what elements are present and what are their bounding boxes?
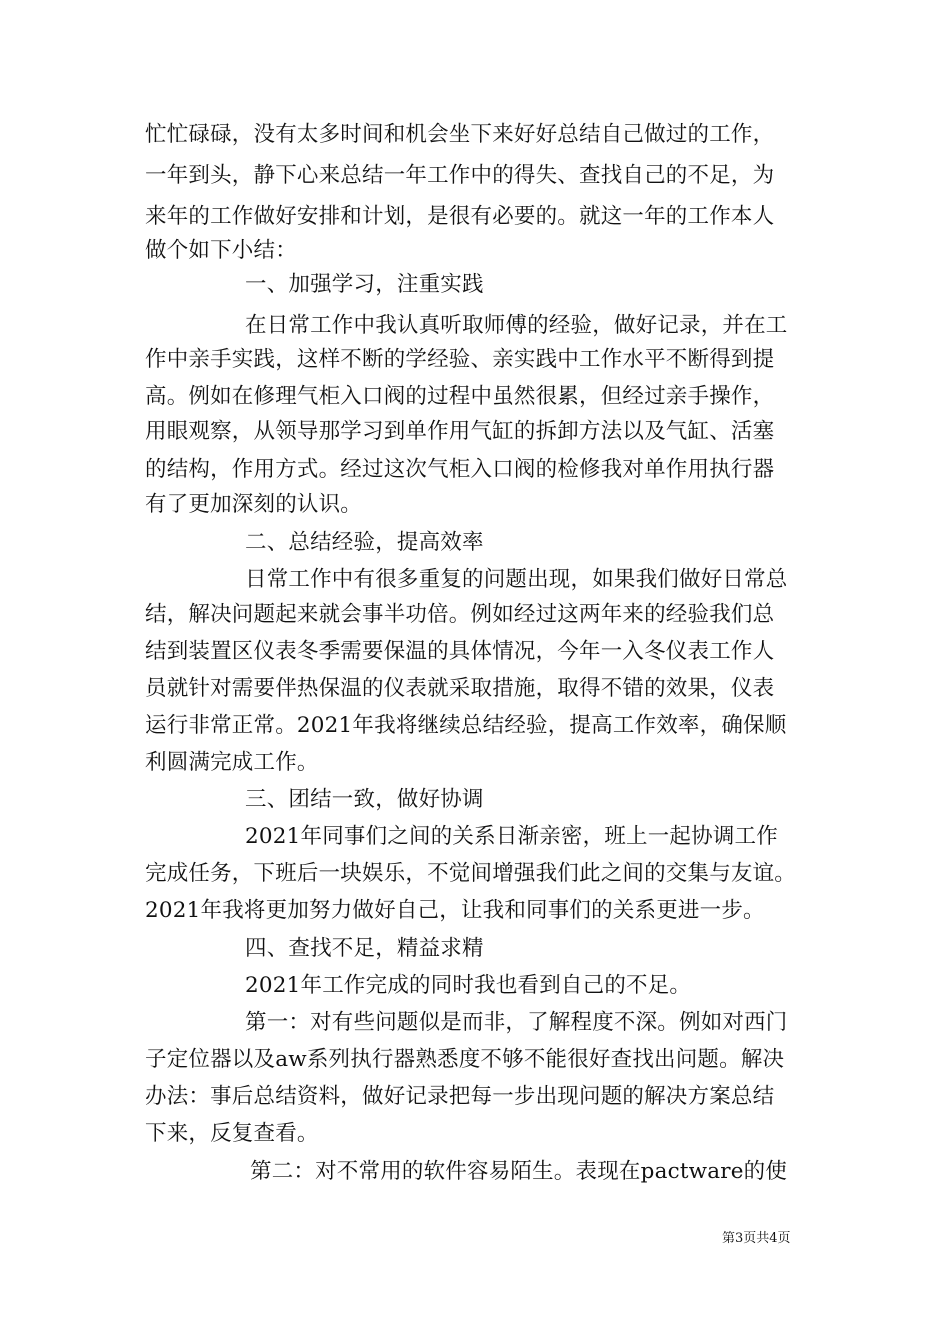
- body-text-line: 做个如下小结：: [145, 238, 297, 263]
- section-heading: 三、团结一致，做好协调: [245, 787, 484, 812]
- body-text-line: 办法：事后总结资料，做好记录把每一步出现问题的解决方案总结: [145, 1084, 775, 1109]
- body-text-line: 一年到头，静下心来总结一年工作中的得失、查找自己的不足，为: [145, 163, 775, 188]
- body-text-line: 来年的工作做好安排和计划，是很有必要的。就这一年的工作本人: [145, 204, 775, 229]
- body-text-line: 子定位器以及aw系列执行器熟悉度不够不能很好查找出问题。解决: [145, 1047, 785, 1072]
- section-heading: 一、加强学习，注重实践: [245, 272, 484, 297]
- body-text-line: 下来，反复查看。: [145, 1121, 319, 1146]
- body-text-line: 第二：对不常用的软件容易陌生。表现在pactware的使: [250, 1159, 788, 1184]
- body-text-line: 用眼观察，从领导那学习到单作用气缸的拆卸方法以及气缸、活塞: [145, 419, 775, 444]
- body-text-line: 作中亲手实践，这样不断的学经验、亲实践中工作水平不断得到提: [145, 347, 775, 372]
- body-text-line: 利圆满完成工作。: [145, 750, 319, 775]
- body-text-line: 2021年我将更加努力做好自己，让我和同事们的关系更进一步。: [145, 898, 765, 923]
- body-text-line: 结，解决问题起来就会事半功倍。例如经过这两年来的经验我们总: [145, 602, 775, 627]
- body-text-line: 忙忙碌碌，没有太多时间和机会坐下来好好总结自己做过的工作，: [145, 122, 775, 147]
- body-text-line: 日常工作中有很多重复的问题出现，如果我们做好日常总: [245, 567, 788, 592]
- body-text-line: 有了更加深刻的认识。: [145, 492, 363, 517]
- body-text-line: 在日常工作中我认真听取师傅的经验，做好记录，并在工: [245, 313, 788, 338]
- body-text-line: 的结构，作用方式。经过这次气柜入口阀的检修我对单作用执行器: [145, 457, 775, 482]
- section-heading: 二、总结经验，提高效率: [245, 530, 484, 555]
- section-heading: 四、查找不足，精益求精: [245, 936, 484, 961]
- body-text-line: 运行非常正常。2021年我将继续总结经验，提高工作效率，确保顺: [145, 713, 787, 738]
- body-text-line: 高。例如在修理气柜入口阀的过程中虽然很累，但经过亲手操作，: [145, 384, 775, 409]
- page-number: 第3页共4页: [722, 1231, 791, 1246]
- body-text-line: 结到装置区仪表冬季需要保温的具体情况，今年一入冬仪表工作人: [145, 639, 775, 664]
- body-text-line: 完成任务，下班后一块娱乐，不觉间增强我们此之间的交集与友谊。: [145, 861, 797, 886]
- body-text-line: 2021年同事们之间的关系日渐亲密，班上一起协调工作: [245, 824, 778, 849]
- body-text-line: 2021年工作完成的同时我也看到自己的不足。: [245, 973, 692, 998]
- body-text-line: 第一：对有些问题似是而非，了解程度不深。例如对西门: [245, 1010, 788, 1035]
- body-text-line: 员就针对需要伴热保温的仪表就采取措施，取得不错的效果，仪表: [145, 676, 775, 701]
